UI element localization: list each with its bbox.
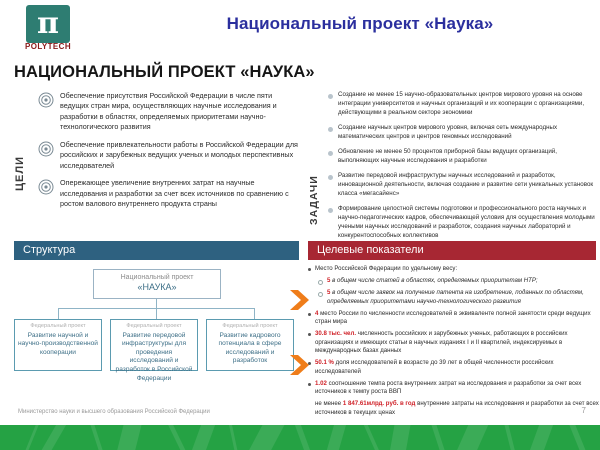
kpi-item-text: [315, 380, 600, 397]
bullet-icon: [328, 151, 333, 156]
bullet-icon: [318, 280, 323, 285]
band-shard: [324, 425, 347, 450]
bullet-icon: [328, 208, 333, 213]
bullet-icon: [308, 268, 311, 271]
kpi-desc: в общем числе статей в областях, определяемых приоритетам НТР;: [330, 277, 538, 285]
structure-diagram: [14, 265, 299, 382]
kpi-value: 1.02: [315, 379, 327, 387]
connector-vertical-2: [156, 308, 157, 319]
kpi-value: 5: [327, 277, 331, 285]
bullet-icon: [328, 175, 333, 180]
band-shard: [503, 425, 517, 450]
band-shard: [388, 425, 411, 450]
band-shard: [89, 425, 106, 450]
task-item-text: Создание научных центров мирового уровня, включая сеть международных математических центров и центров геномных исследований: [338, 123, 558, 140]
kpi-intro-text: Место Российской Федерации по удельному весу:: [315, 265, 458, 272]
band-shard: [36, 425, 69, 450]
green-footer-band: [0, 425, 600, 450]
kpi-item: [308, 330, 600, 356]
main-heading: НАЦИОНАЛЬНЫЙ ПРОЕКТ «НАУКА»: [14, 63, 315, 81]
node-kicker: Федеральный проект: [126, 323, 182, 329]
kpi-value: 1 847.61млрд. руб. в год: [342, 400, 416, 408]
bullet-icon: [328, 127, 333, 132]
pi-icon: π: [37, 6, 59, 41]
task-item: [328, 91, 596, 118]
slide-body: [0, 55, 600, 415]
federal-project-node-2: [110, 319, 198, 382]
task-item: [328, 148, 596, 166]
node-name: Развитие научной и научно-производственной кооперации: [18, 331, 98, 356]
bullet-icon: [308, 313, 311, 316]
band-shard: [115, 425, 143, 450]
logo-wordmark: POLYTECH: [24, 42, 72, 51]
task-item-text: Развитие передовой инфраструктуры научных исследований и разработок, инновационной деятельности, включая создание и развитие сети уникальных установок класса «мегасайенс»: [338, 171, 594, 197]
node-name: Развитие передовой инфраструктуры для проведения исследований и разработок в Российской Федерации: [115, 331, 193, 382]
goal-item-text: Обеспечение присутствия Российской Федерации в числе пяти ведущих стран мира, осуществляющих научные исследования и разработки в областях, определяемых приоритетами научно-технологического развития: [60, 91, 277, 132]
orange-arrow-icon-top: [288, 287, 314, 313]
kpi-item: [308, 380, 600, 397]
target-icon: [38, 141, 54, 157]
kpi-item-text: [315, 359, 600, 376]
node-name: «НАУКА»: [137, 282, 177, 293]
kpi-item-text: [315, 330, 600, 356]
target-icon: [38, 92, 54, 108]
tasks-label: ЗАДАЧИ: [308, 175, 320, 225]
kpi-sub-text: [327, 277, 538, 286]
band-shard: [293, 425, 314, 450]
goal-item-text: Опережающее увеличение внутренних затрат на научные исследования и разработки за счет всех источников по сравнению с ростом валового внутреннего продукта страны: [60, 178, 289, 208]
goal-item: [38, 140, 299, 171]
kpi-item-text: [315, 400, 600, 417]
band-shard: [228, 425, 240, 450]
bullet-icon: [308, 333, 311, 336]
target-icon: [38, 179, 54, 195]
national-project-node: [93, 269, 221, 299]
band-shard: [189, 425, 218, 450]
kpi-value: 50.1 %: [315, 359, 334, 367]
connector-vertical-3: [254, 308, 255, 319]
task-item-text: Обновление не менее 50 процентов приборной базы ведущих организаций, выполняющих научные исследования и разработки: [338, 147, 557, 164]
task-item: [328, 124, 596, 142]
goal-item-text: Обеспечение привлекательности работы в Российской Федерации для российских и зарубежных ведущих ученых и молодых перспективных исследователей: [60, 139, 298, 170]
footer-ministry: Министерство науки и высшего образования Российской Федерации: [18, 409, 210, 415]
kpi-desc: численность российских и зарубежных ученых, работающих в российских организациях и имеющих статьи в научных изданиях I и II квартилей, индексируемых в международных базах данных: [315, 330, 568, 355]
kpi-value: 30.8 тыс. чел.: [315, 330, 357, 338]
page-number: 7: [581, 406, 586, 415]
kpi-desc: доля исследователей в возрасте до 39 лет в общей численности российских исследователей: [315, 359, 554, 375]
kpi-item: [308, 310, 600, 327]
kpi-section-bar: Целевые показатели: [308, 241, 596, 260]
bullet-icon: [318, 292, 323, 297]
band-shard: [527, 425, 556, 450]
orange-arrow-icon-bottom: [288, 352, 314, 378]
bullet-icon: [308, 383, 311, 386]
federal-project-node-3: [206, 319, 294, 371]
kpi-item: [308, 359, 600, 376]
goal-item: [38, 91, 299, 133]
node-name: Развитие кадрового потенциала в сфере исследований и разработок: [218, 331, 282, 365]
connector-vertical-root: [156, 299, 157, 308]
kpi-prefix: не менее: [315, 400, 343, 408]
kpi-list: [308, 265, 600, 421]
kpi-desc: внутренние затраты на исследования и разработки за счет всех источников в текущих ценах: [315, 400, 599, 416]
kpi-intro-row: [308, 265, 600, 274]
structure-section-bar: Структура: [14, 241, 299, 260]
task-item: [328, 205, 596, 241]
slide-title: Национальный проект «Наука»: [226, 14, 494, 33]
task-item-text: Формирование целостной системы подготовки и профессионального роста научных и научно-педагогических кадров, обеспечивающей условия для осуществления молодыми учеными научных исследований и разработок, создания научных лабораторий и конкурентоспособных коллективов: [338, 204, 595, 239]
band-shard: [22, 425, 41, 450]
goals-label: ЦЕЛИ: [14, 156, 26, 191]
node-kicker: Федеральный проект: [30, 323, 86, 329]
task-item-text: Создание не менее 15 научно-образовательных центров мирового уровня на основе интеграции университетов и научных организаций и их кооперации с организациями, действующими в реальном секторе экономики: [338, 91, 585, 116]
kpi-sub-item: [308, 289, 600, 306]
band-shard: [430, 425, 448, 450]
federal-project-node-1: [14, 319, 102, 371]
connector-vertical-1: [58, 308, 59, 319]
kpi-desc: в общем числе заявок на получение патента на изобретение, поданных по областям, определяемых приоритетами научно-технологического развития: [327, 289, 584, 305]
node-kicker: Федеральный проект: [222, 323, 278, 329]
goals-section: [14, 91, 299, 216]
bullet-icon: [328, 94, 333, 99]
goal-item: [38, 178, 299, 209]
kpi-item-text: [315, 310, 600, 327]
kpi-value: 4: [315, 309, 319, 317]
kpi-item-last: [308, 400, 600, 417]
band-shard: [244, 425, 287, 450]
band-shard: [453, 425, 491, 450]
kpi-sub-item: [308, 277, 600, 286]
kpi-sub-text: [327, 289, 600, 306]
kpi-desc: соотношение темпа роста внутренних затрат на исследования и разработки за счет всех источников к темпу роста ВВП: [315, 379, 582, 396]
kpi-value: 5: [327, 289, 331, 297]
task-item: [328, 172, 596, 199]
band-shard: [165, 425, 190, 450]
polytech-logo: [18, 5, 78, 53]
tasks-section: [308, 91, 596, 247]
slide-header: [0, 0, 600, 55]
node-kicker: Национальный проект: [120, 273, 194, 281]
band-shard: [361, 425, 383, 450]
band-shard: [567, 425, 589, 450]
kpi-desc: место России по численности исследователей в эквиваленте полной занятости среди ведущих стран мира: [315, 309, 591, 326]
